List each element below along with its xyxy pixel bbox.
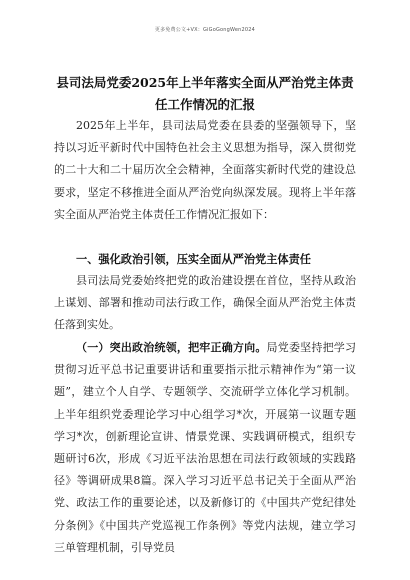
- subsection-1-lead: （一）突出政治统领，把牢正确方向。: [76, 341, 267, 354]
- document-title: 县司法局党委2025年上半年落实全面从严治党主体责任工作情况的汇报: [56, 75, 354, 112]
- section-heading-1: 一、强化政治引领，压实全面从严治党主体责任: [76, 252, 311, 266]
- intro-paragraph: 2025年上半年，县司法局党委在县委的坚强领导下，坚持以习近平新时代中国特色社会主义思想为指导，深入贯彻党的二十大和二十届历次全会精神，全面落实新时代党的建设总要求，坚定不移推进全面从严治党向纵深发展。现将上半年落实全面从严治党主体责任工作情况汇报如下：: [54, 119, 356, 221]
- subsection-1-paragraph: [54, 337, 356, 559]
- subsection-1-body: 局党委坚持把学习贯彻习近平总书记重要讲话和重要指示批示精神作为“第一议题”，建立个人自学、专题领学、交流研学立体化学习机制。上半年组织党委理论学习中心组学习*次，开展第一议题专题学习*次，创新理论宣讲、情景党课、实践调研模式，组织专题研讨6次，形成《习近平法治思想在司法行政领域的实践路径》等调研成果8篇。深入学习习近平总书记关于全面从严治党、政法工作的重要论述，以及新修订的《中国共产党纪律处分条例》《中国共产党巡视工作条例》等党内法规，建立学习三单管理机制，引导党员: [54, 341, 357, 554]
- section-1-paragraph: 县司法局党委始终把党的政治建设摆在首位，坚持从政治上谋划、部署和推动司法行政工作，确保全面从严治党主体责任落到实处。: [54, 274, 356, 332]
- header-note: 更多免费公文+VX：GiGoGongWen2024: [154, 27, 256, 33]
